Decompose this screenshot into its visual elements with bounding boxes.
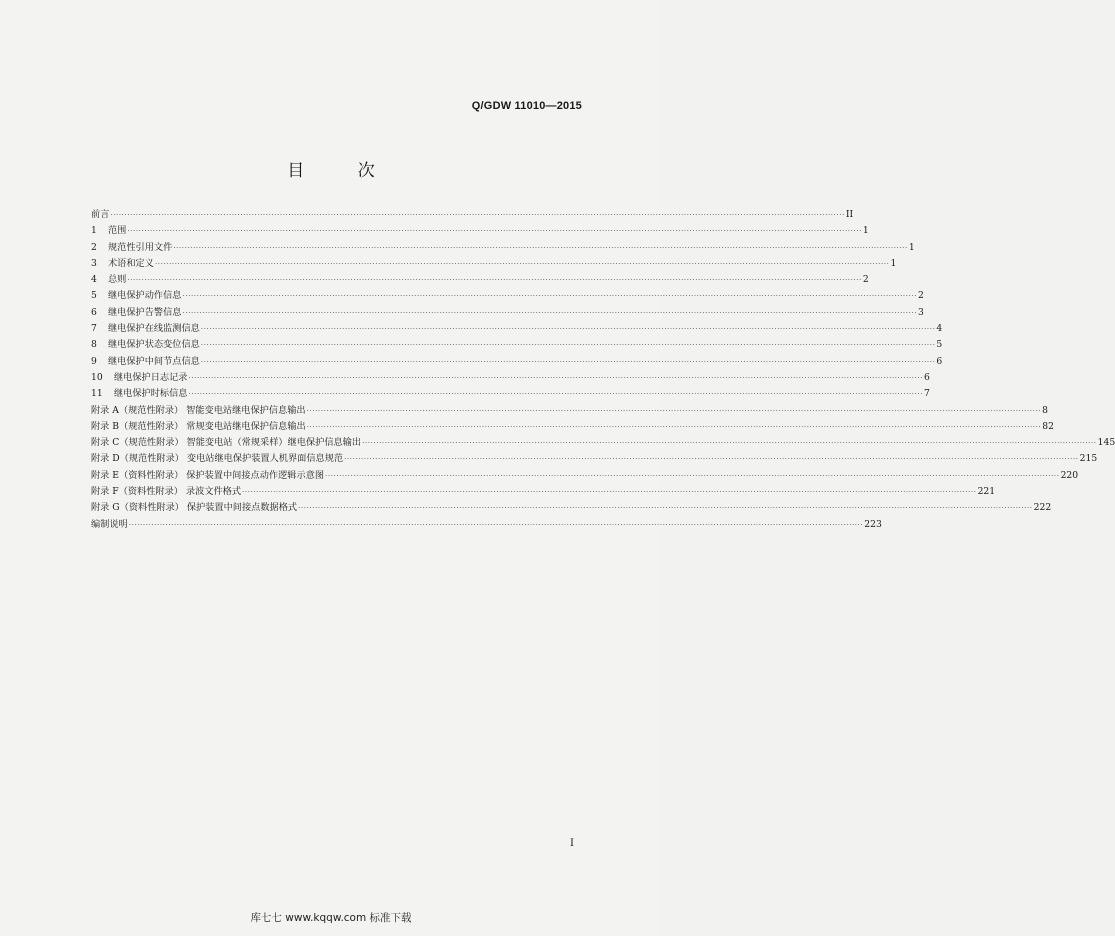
toc-entry[interactable] [91,468,1079,484]
toc-entry-text: 总则 [108,274,127,286]
toc-entry-text: 规范性引用文件 [108,241,173,253]
toc-entry[interactable] [91,240,915,256]
toc-entry-label [91,370,188,386]
toc-dot-leader: ···································································································································································································································································· [110,211,845,219]
toc-entry-number: 7 [91,323,97,335]
toc-entry-number: 4 [91,274,97,286]
toc-entry[interactable] [91,207,854,223]
toc-entry-label [91,337,200,353]
toc-entry-text: 继电保护状态变位信息 [108,339,200,351]
toc-entry-label [91,256,154,272]
toc-dot-leader: ···································································································································································································································································· [188,390,924,399]
toc-entry-text: 附录 B（规范性附录） 常规变电站继电保护信息输出 [91,420,306,432]
toc-entry[interactable] [91,419,1054,435]
toc-entry-label [91,288,182,304]
toc-entry-label [91,207,109,223]
toc-entry-text: 附录 A（规范性附录） 智能变电站继电保护信息输出 [91,404,306,416]
toc-entry-text: 前言 [91,209,110,220]
toc-entry[interactable] [91,337,943,353]
toc-dot-leader: ···································································································································································································································································· [306,422,1042,431]
toc-entry[interactable] [91,256,897,272]
toc-entry-label [91,484,241,500]
toc-entry-page: 215 [1079,453,1098,465]
toc-entry-page: 6 [936,355,943,367]
toc-entry-page: 1 [890,257,897,269]
toc-entry-label [91,321,200,337]
footer-watermark: 库七七 www.kqqw.com 标准下载 [250,912,412,924]
toc-entry-page: 3 [918,306,924,318]
toc-entry-page: 221 [977,486,996,498]
toc-entry-text: 范围 [108,225,127,237]
toc-entry-text: 附录 C（规范性附录） 智能变电站（常规采样）继电保护信息输出 [91,437,362,449]
toc-entry-label [91,435,361,451]
toc-entry-page: 5 [936,339,943,351]
toc-entry-number: 2 [91,241,97,253]
toc-entry-text: 继电保护中间节点信息 [108,355,200,367]
toc-dot-leader: ···································································································································································································································································· [173,243,908,252]
toc-entry-page: 1 [908,241,915,253]
toc-entry-text: 编制说明 [91,518,128,530]
toc-entry-number: 3 [91,257,97,269]
toc-entry-text: 附录 E（资料性附录） 保护装置中间接点动作逻辑示意图 [91,469,325,481]
toc-entry-number: 6 [91,306,97,318]
toc-dot-leader: ···································································································································································································································································· [242,488,977,497]
toc-entry-page: 82 [1042,420,1054,432]
toc-dot-leader: ···································································································································································································································································· [182,292,918,301]
toc-dot-leader: ···································································································································································································································································· [128,520,864,529]
toc-entry-page: 6 [924,371,930,383]
toc-entry-text: 附录 D（规范性附录） 变电站继电保护装置人机界面信息规范 [91,453,344,465]
toc-entry-text: 术语和定义 [108,257,154,269]
toc-entry-page: 223 [864,518,882,530]
toc-entry-label [91,419,306,435]
toc-entry-label [91,403,306,419]
toc-entry-label [91,354,200,370]
toc-title: 目 次 [287,161,399,181]
toc-entry-text: 继电保护在线监测信息 [108,323,200,335]
toc-entry-label [91,272,126,288]
toc-dot-leader: ···································································································································································································································································· [188,373,924,382]
toc-dot-leader: ···································································································································································································································································· [325,471,1060,480]
toc-entry-page: 8 [1042,404,1048,416]
toc-entry-text: 继电保护时标信息 [114,388,188,400]
toc-entry[interactable] [91,403,1048,419]
toc-entry-text: 继电保护告警信息 [108,306,182,318]
toc-entry[interactable] [91,272,869,288]
toc-entry-label [91,451,343,467]
toc-entry[interactable] [91,517,882,533]
toc-entry-page: 222 [1033,502,1052,514]
toc-entry-text: 附录 F（资料性附录） 录波文件格式 [91,486,242,498]
toc-entry-label [91,240,172,256]
toc-dot-leader: ···································································································································································································································································· [362,439,1097,448]
toc-entry-text: 继电保护日志记录 [114,371,188,383]
page-number: I [570,838,574,849]
toc-entry[interactable] [91,305,924,321]
toc-entry-number: 10 [91,371,103,383]
toc-entry-number: 11 [91,388,103,400]
toc-entry[interactable] [91,500,1052,516]
toc-entry-number: 1 [91,225,97,237]
toc-dot-leader: ···································································································································································································································································· [298,504,1033,513]
toc-entry-label [91,468,324,484]
toc-entry[interactable] [91,288,924,304]
toc-entry[interactable] [91,321,943,337]
toc-entry-page: 4 [936,323,943,335]
toc-dot-leader: ···································································································································································································································································· [306,406,1042,415]
toc-entry[interactable] [91,223,869,239]
toc-entry[interactable] [91,451,1098,467]
toc-entry-page: 220 [1060,469,1079,481]
toc-entry-number: 9 [91,355,97,367]
toc-entry-label [91,305,182,321]
toc-dot-leader: ···································································································································································································································································· [182,308,918,317]
toc-dot-leader: ···································································································································································································································································· [344,455,1079,464]
toc-dot-leader: ···································································································································································································································································· [200,357,936,366]
toc-entry[interactable] [91,484,996,500]
toc-dot-leader: ···································································································································································································································································· [127,227,862,236]
toc-entry-label [91,500,297,516]
document-code: Q/GDW 11010—2015 [471,100,582,112]
toc-dot-leader: ···································································································································································································································································· [200,325,936,334]
toc-entry[interactable] [91,370,930,386]
toc-dot-leader: ···································································································································································································································································· [127,276,862,285]
toc-entry-page: 2 [918,290,924,302]
toc-entry-label [91,517,128,533]
toc-entry-page: II [845,209,854,220]
toc-entry-page: 7 [924,388,930,400]
toc-entry-number: 8 [91,339,97,351]
toc-entry-text: 继电保护动作信息 [108,290,182,302]
toc-entry-label [91,223,126,239]
toc-entry[interactable] [91,386,930,402]
toc-entry-page: 145 [1097,437,1115,449]
toc-entry[interactable] [91,435,1115,451]
toc-entry-label [91,386,188,402]
toc-entry-number: 5 [91,290,97,302]
toc-dot-leader: ···································································································································································································································································· [154,259,890,268]
toc-entry-page: 2 [862,274,869,286]
table-of-contents [91,207,1115,533]
toc-entry-page: 1 [862,225,869,237]
toc-entry-text: 附录 G（资料性附录） 保护装置中间接点数据格式 [91,502,298,514]
toc-dot-leader: ···································································································································································································································································· [200,341,936,350]
toc-entry[interactable] [91,354,943,370]
